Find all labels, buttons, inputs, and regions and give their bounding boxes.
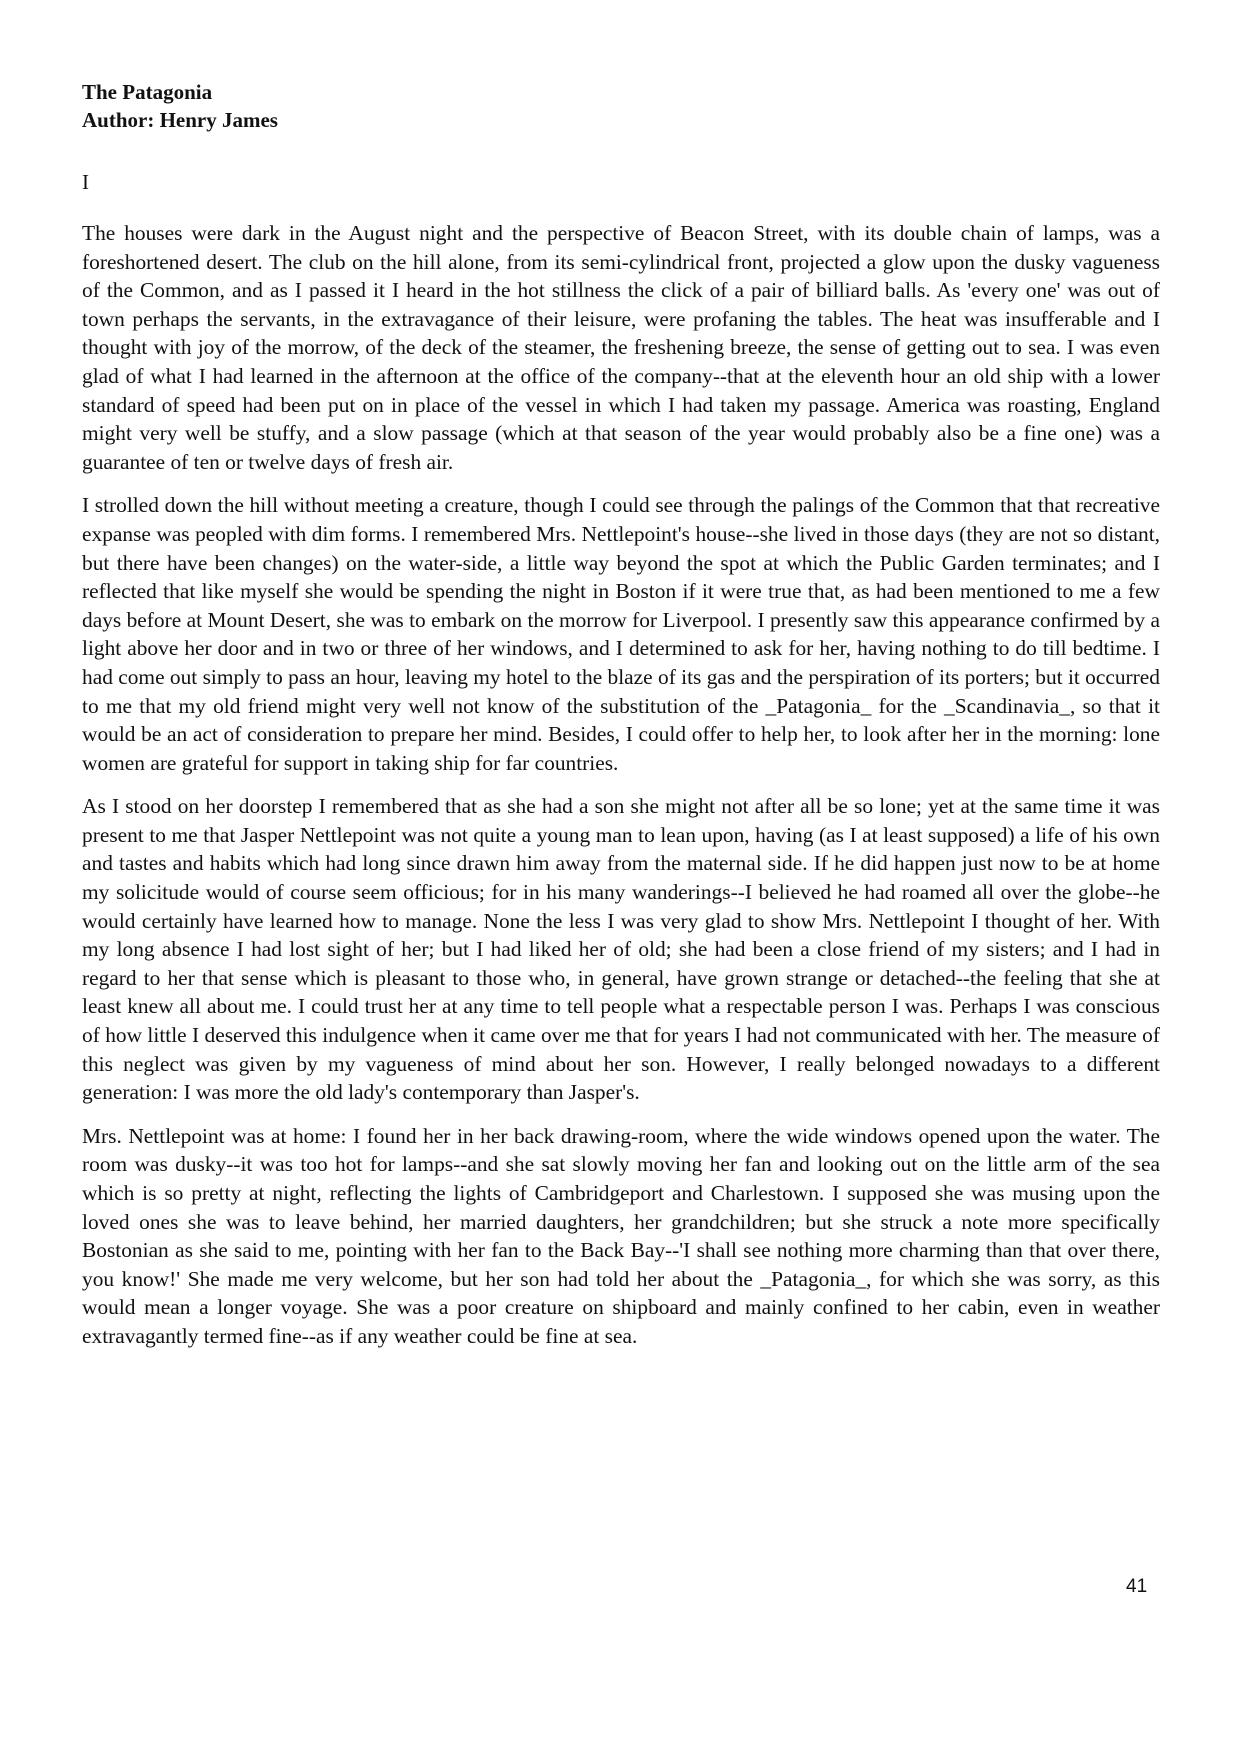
page-number: 41 (1126, 1576, 1148, 1597)
title-block (82, 78, 1160, 134)
paragraph-1: The houses were dark in the August night and the perspective of Beacon Street, with its double chain of lamps, was a foreshortened desert. The club on the hill alone, from its semi-cylindrical front, projected a glow upon the dusky vagueness of the Common, and as I passed it I heard in the hot stillness the click of a pair of billiard balls. As 'every one' was out of town perhaps the servants, in the extravagance of their leisure, were profaning the tables. The heat was insufferable and I thought with joy of the morrow, of the deck of the steamer, the freshening breeze, the sense of getting out to sea. I was even glad of what I had learned in the afternoon at the office of the company--that at the eleventh hour an old ship with a lower standard of speed had been put on in place of the vessel in which I had taken my passage. America was roasting, England might very well be stuffy, and a slow passage (which at that season of the year would probably also be a fine one) was a guarantee of ten or twelve days of fresh air. (82, 221, 1160, 474)
paragraph-4: Mrs. Nettlepoint was at home: I found her in her back drawing-room, where the wide windows opened upon the water. The room was dusky--it was too hot for lamps--and she sat slowly moving her fan and looking out on the little arm of the sea which is so pretty at night, reflecting the lights of Cambridgeport and Charlestown. I supposed she was musing upon the loved ones she was to leave behind, her married daughters, her grandchildren; but she struck a note more specifically Bostonian as she said to me, pointing with her fan to the Back Bay--'I shall see nothing more charming than that over there, you know!' She made me very welcome, but her son had told her about the _Patagonia_, for which she was sorry, as this would mean a longer voyage. She was a poor creature on shipboard and mainly confined to her cabin, even in weather extravagantly termed fine--as if any weather could be fine at sea. (82, 1123, 1160, 1348)
book-title: The Patagonia (82, 80, 213, 104)
paragraph-2: I strolled down the hill without meeting a creature, though I could see through the palings of the Common that that recreative expanse was peopled with dim forms. I remembered Mrs. Nettlepoint's house--she lived in those days (they are not so distant, but there have been changes) on the water-side, a little way beyond the spot at which the Public Garden terminates; and I reflected that like myself she would be spending the night in Boston if it were true that, as had been mentioned to me a few days before at Mount Desert, she was to embark on the morrow for Liverpool. I presently saw this appearance confirmed by a light above her door and in two or three of her windows, and I determined to ask for her, having nothing to do till bedtime. I had come out simply to pass an hour, leaving my hotel to the blaze of its gas and the perspiration of its porters; but it occurred to me that my old friend might very well not know of the substitution of the _Patagonia_ for the _Scandinavia_, so that it would be an act of consideration to prepare her mind. Besides, I could offer to help her, to look after her in the morning: lone women are grateful for support in taking ship for far countries. (82, 493, 1160, 775)
paragraph-3: As I stood on her doorstep I remembered that as she had a son she might not after all be so lone; yet at the same time it was present to me that Jasper Nettlepoint was not quite a young man to lean upon, having (as I at least supposed) a life of his own and tastes and habits which had long since drawn him away from the maternal side. If he did happen just now to be at home my solicitude would of course seem officious; for in his many wanderings--I believed he had roamed all over the globe--he would certainly have learned how to manage. None the less I was very glad to show Mrs. Nettlepoint I thought of her. With my long absence I had lost sight of her; but I had liked her of old; she had been a close friend of my sisters; and I had in regard to her that sense which is pleasant to those who, in general, have grown strange or detached--the feeling that she at least knew all about me. I could trust her at any time to tell people what a respectable person I was. Perhaps I was conscious of how little I deserved this indulgence when it came over me that for years I had not communicated with her. The measure of this neglect was given by my vagueness of mind about her son. However, I really belonged nowadays to a different generation: I was more the old lady's contemporary than Jasper's. (82, 794, 1160, 1105)
author-line: Author: Henry James (82, 108, 278, 132)
chapter-heading: I (82, 170, 89, 194)
document-page (82, 78, 1160, 1351)
